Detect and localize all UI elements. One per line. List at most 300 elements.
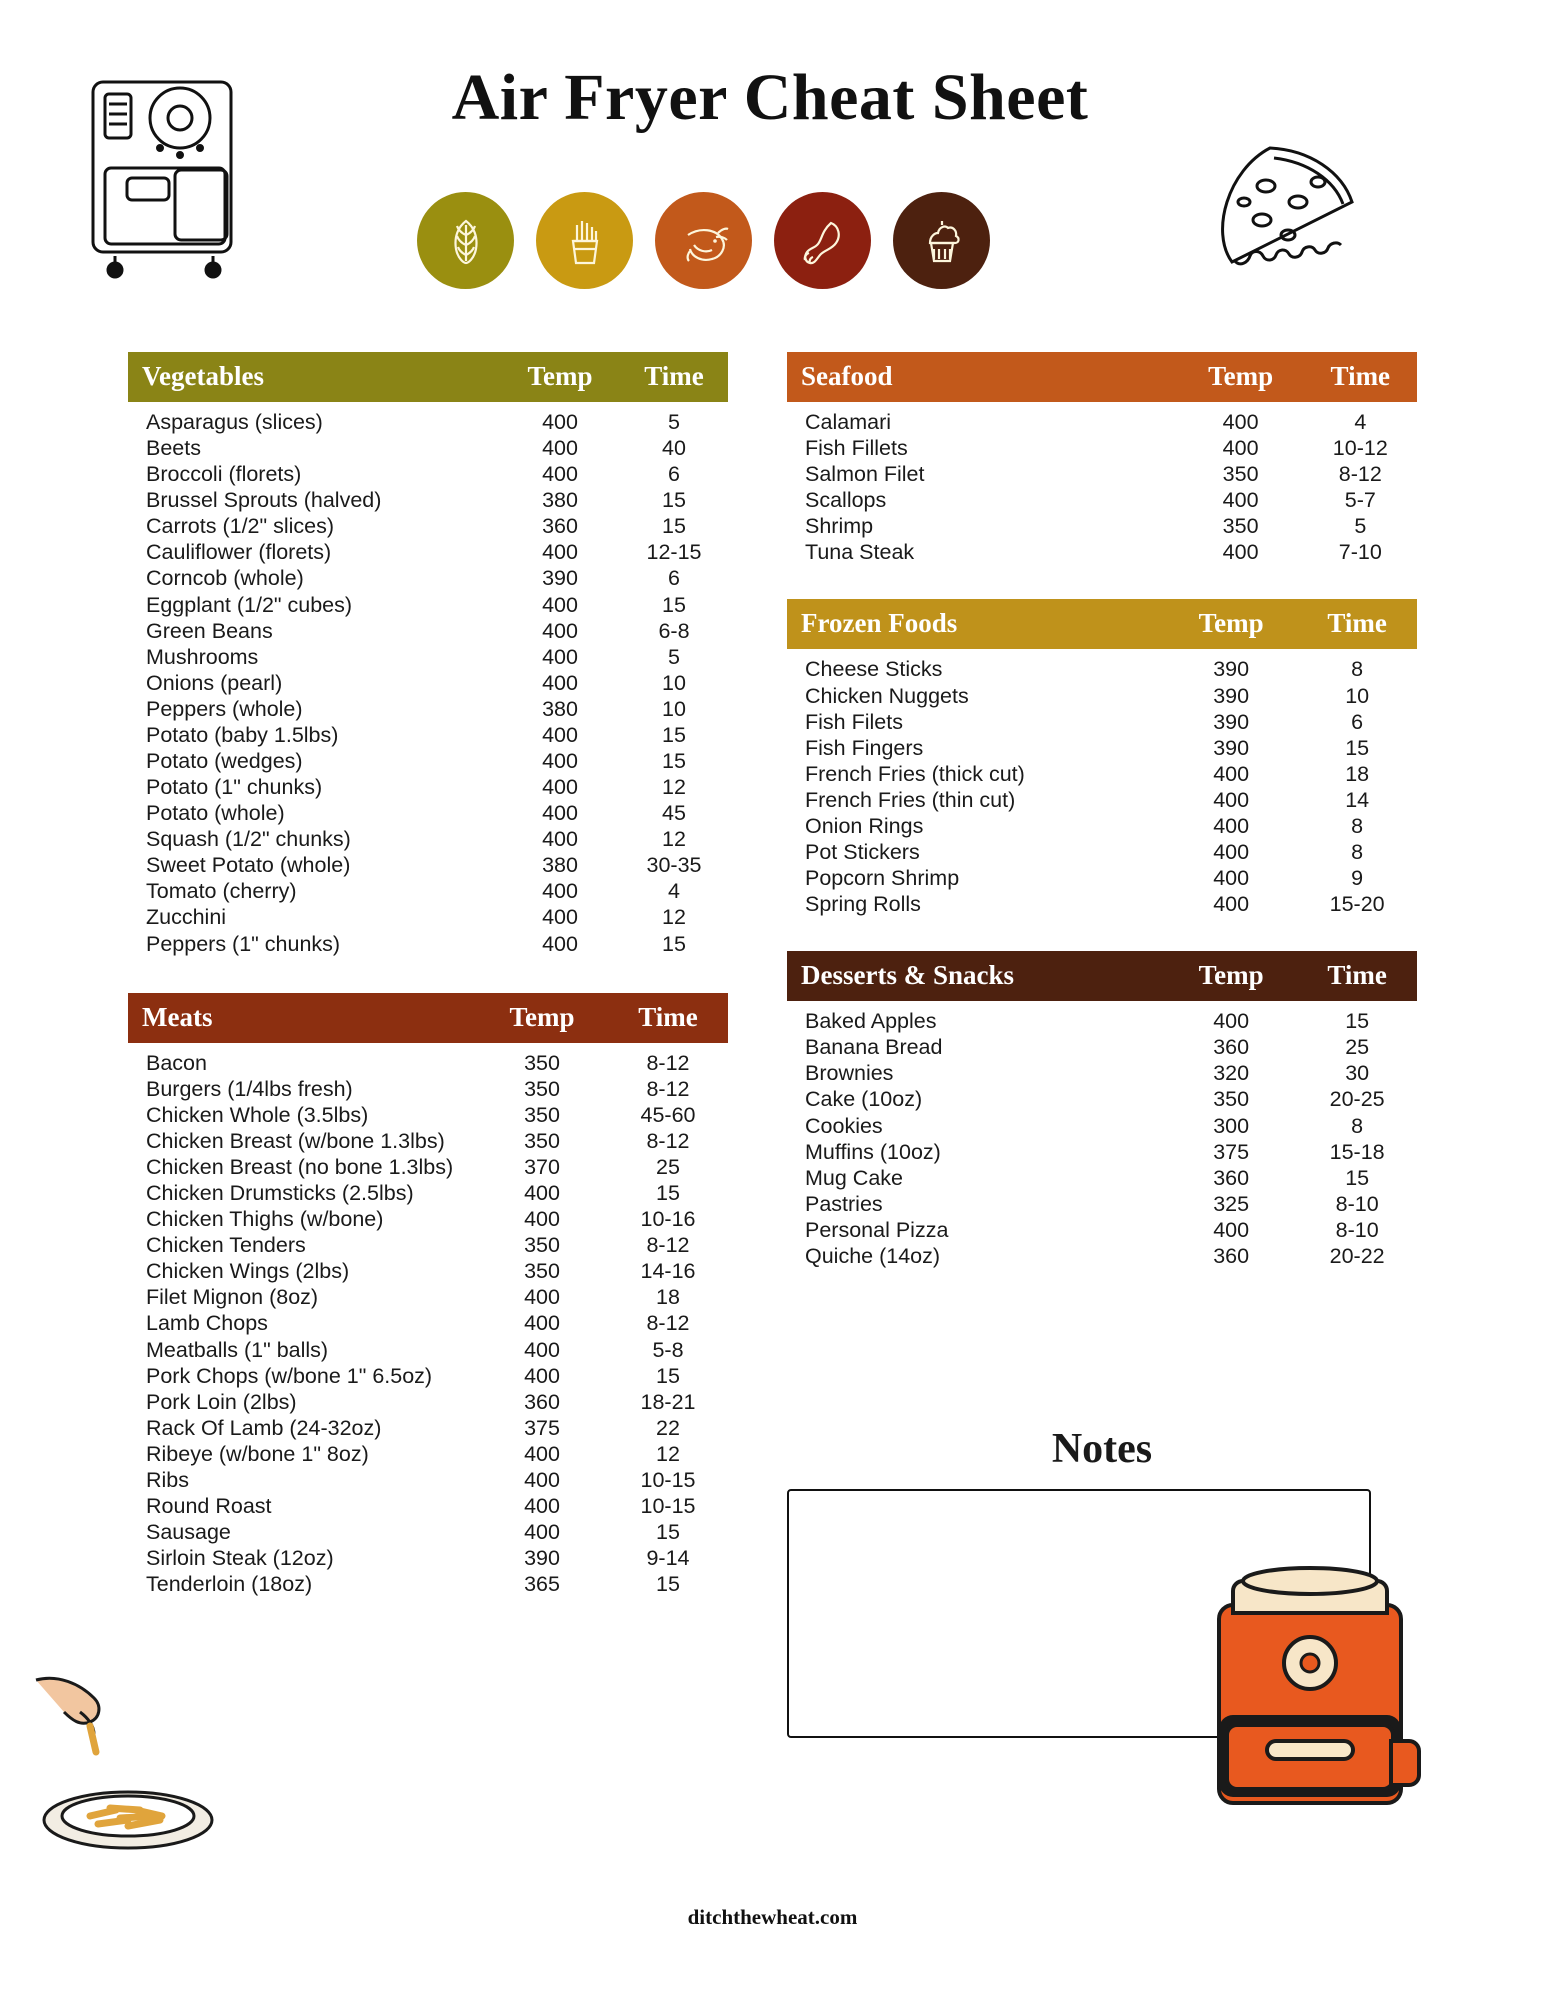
cell-temp: 400 <box>542 827 578 852</box>
notes-title: Notes <box>1051 1426 1153 1472</box>
cell-temp: 350 <box>1213 1087 1250 1112</box>
table-row <box>128 644 728 670</box>
col-header-name: Seafood <box>787 352 1178 402</box>
cell-time: 12-15 <box>646 540 702 565</box>
cell-time: 10-15 <box>640 1467 696 1492</box>
cell-temp: 400 <box>524 1181 560 1206</box>
cell-temp: 325 <box>1213 1191 1250 1216</box>
cell-name: Carrots (1/2" slices) <box>146 514 335 539</box>
cell-time: 8-12 <box>646 1076 690 1101</box>
cell-temp: 400 <box>1213 761 1250 786</box>
cell-time: 15 <box>662 722 686 747</box>
cell-name: Calamari <box>805 410 892 434</box>
cell-name: Chicken Breast (w/bone 1.3lbs) <box>146 1128 445 1153</box>
cell-name: Filet Mignon (8oz) <box>146 1285 319 1310</box>
cell-temp: 350 <box>524 1259 560 1284</box>
table-row <box>128 1493 728 1519</box>
table-row <box>787 1243 1417 1269</box>
cell-time: 8-12 <box>1338 462 1382 487</box>
cell-name: Tuna Steak <box>805 540 915 565</box>
cell-time: 18 <box>656 1285 680 1310</box>
cell-temp: 350 <box>1222 514 1259 539</box>
table-row <box>128 1363 728 1389</box>
cell-name: Fish Fingers <box>805 735 924 760</box>
cell-time: 15 <box>656 1520 680 1545</box>
cell-name: Cheese Sticks <box>805 657 943 682</box>
table-row <box>787 787 1417 813</box>
col-header-temp: Temp <box>1165 951 1297 1001</box>
table-row <box>128 696 728 722</box>
cell-temp: 400 <box>542 879 578 904</box>
cell-name: Pot Stickers <box>805 840 920 865</box>
table-row <box>128 1389 728 1415</box>
cell-time: 45-60 <box>640 1102 696 1127</box>
cell-temp: 400 <box>542 436 578 461</box>
col-header-name: Desserts & Snacks <box>787 951 1165 1001</box>
cell-temp: 390 <box>542 566 578 591</box>
table-row <box>787 761 1417 787</box>
table-row <box>128 748 728 774</box>
table-row <box>787 1165 1417 1191</box>
cell-name: Chicken Drumsticks (2.5lbs) <box>146 1181 414 1206</box>
table-row <box>128 774 728 800</box>
table-row <box>128 1128 728 1154</box>
table-row <box>128 1180 728 1206</box>
cell-name: Potato (whole) <box>146 801 285 826</box>
cell-time: 8-12 <box>646 1050 690 1075</box>
cell-temp: 350 <box>524 1233 560 1258</box>
cell-name: Tomato (cherry) <box>146 879 297 904</box>
cell-time: 8 <box>1351 840 1364 865</box>
table-row <box>787 1113 1417 1139</box>
table-row <box>787 839 1417 865</box>
cell-time: 30 <box>1345 1061 1370 1086</box>
table-row <box>787 1086 1417 1112</box>
col-header-temp: Temp <box>500 352 620 402</box>
cell-name: Asparagus (slices) <box>146 410 323 434</box>
cell-time: 10 <box>662 670 686 695</box>
cell-name: Brownies <box>805 1061 894 1086</box>
col-header-time: Time <box>1297 599 1417 649</box>
cell-temp: 400 <box>524 1337 560 1362</box>
table-row <box>787 402 1417 435</box>
cell-time: 8-10 <box>1335 1217 1379 1242</box>
cell-temp: 350 <box>524 1128 560 1153</box>
orange-air-fryer-illustration <box>1195 1545 1425 1825</box>
table-row <box>128 1206 728 1232</box>
table-vegetables <box>128 352 728 957</box>
cell-time: 30-35 <box>646 853 702 878</box>
table-row <box>787 891 1417 917</box>
cell-temp: 375 <box>524 1415 560 1440</box>
table-row <box>128 1441 728 1467</box>
cell-time: 5 <box>668 410 680 434</box>
table-row <box>128 1519 728 1545</box>
cell-temp: 375 <box>1213 1139 1250 1164</box>
cell-time: 8-12 <box>646 1311 690 1336</box>
cell-temp: 400 <box>1213 787 1250 812</box>
table-row <box>128 1571 728 1597</box>
cell-name: Mushrooms <box>146 644 259 669</box>
cell-name: Bacon <box>146 1050 207 1075</box>
table-row <box>128 565 728 591</box>
cell-temp: 380 <box>542 488 578 513</box>
fries-icon <box>536 192 633 289</box>
table-meats <box>128 993 728 1598</box>
table-row <box>128 487 728 513</box>
cell-time: 15-20 <box>1329 892 1385 917</box>
cell-time: 14 <box>1345 787 1370 812</box>
cell-time: 22 <box>656 1415 680 1440</box>
cell-time: 40 <box>662 436 686 461</box>
cell-time: 12 <box>662 827 686 852</box>
cell-temp: 320 <box>1213 1061 1250 1086</box>
cell-name: Pork Chops (w/bone 1" 6.5oz) <box>146 1363 433 1388</box>
cell-time: 7-10 <box>1338 540 1382 565</box>
table-row <box>787 813 1417 839</box>
cell-temp: 400 <box>542 775 578 800</box>
table-desserts-snacks <box>787 951 1417 1269</box>
table-row <box>128 1076 728 1102</box>
cell-temp: 400 <box>542 905 578 930</box>
cell-name: Fish Fillets <box>805 436 908 461</box>
table-header-row <box>128 993 728 1043</box>
cell-name: Chicken Tenders <box>146 1233 306 1258</box>
cell-name: Chicken Whole (3.5lbs) <box>146 1102 369 1127</box>
cell-temp: 360 <box>524 1389 560 1414</box>
cell-time: 4 <box>668 879 680 904</box>
cell-temp: 400 <box>524 1467 560 1492</box>
lettuce-icon <box>417 192 514 289</box>
cell-temp: 400 <box>542 618 578 643</box>
cell-temp: 400 <box>1213 1009 1250 1034</box>
cell-time: 8 <box>1351 1113 1364 1138</box>
cell-name: Beets <box>146 436 201 461</box>
cell-temp: 400 <box>542 462 578 487</box>
cell-temp: 400 <box>542 931 578 956</box>
hand-with-fries-illustration <box>28 1660 238 1860</box>
col-header-temp: Temp <box>1165 599 1297 649</box>
table-row <box>128 1415 728 1441</box>
cell-temp: 400 <box>542 670 578 695</box>
cell-time: 20-22 <box>1329 1243 1385 1268</box>
cell-name: Potato (1" chunks) <box>146 775 323 800</box>
cell-time: 45 <box>662 801 686 826</box>
cell-time: 12 <box>662 775 686 800</box>
cell-temp: 400 <box>1213 1217 1250 1242</box>
cell-time: 6 <box>668 566 680 591</box>
table-row <box>128 1467 728 1493</box>
cell-name: Chicken Breast (no bone 1.3lbs) <box>146 1154 454 1179</box>
cell-time: 9-14 <box>646 1546 690 1571</box>
cell-time: 20-25 <box>1329 1087 1385 1112</box>
cell-time: 5 <box>668 644 680 669</box>
cell-time: 12 <box>662 905 686 930</box>
cell-time: 15 <box>656 1572 680 1597</box>
cell-temp: 390 <box>1213 735 1250 760</box>
cell-name: Muffins (10oz) <box>805 1139 941 1164</box>
table-row <box>128 1310 728 1336</box>
cell-name: Quiche (14oz) <box>805 1243 941 1268</box>
table-row <box>787 1191 1417 1217</box>
cell-time: 15 <box>662 514 686 539</box>
cell-name: Ribeye (w/bone 1" 8oz) <box>146 1441 369 1466</box>
cell-temp: 400 <box>542 749 578 774</box>
col-header-name: Vegetables <box>128 352 500 402</box>
cell-time: 18 <box>1345 761 1370 786</box>
col-header-name: Frozen Foods <box>787 599 1165 649</box>
cell-temp: 400 <box>542 592 578 617</box>
col-header-time: Time <box>608 993 728 1043</box>
cell-name: Personal Pizza <box>805 1217 949 1242</box>
cell-temp: 390 <box>1213 657 1250 682</box>
cell-time: 6 <box>668 462 680 487</box>
cell-time: 8-12 <box>646 1233 690 1258</box>
cell-temp: 360 <box>542 514 578 539</box>
cell-temp: 350 <box>524 1102 560 1127</box>
cell-temp: 400 <box>542 801 578 826</box>
cell-name: Peppers (1" chunks) <box>146 931 341 956</box>
table-seafood <box>787 352 1417 565</box>
table-header-row <box>787 352 1417 402</box>
cell-name: Fish Filets <box>805 709 903 734</box>
table-header-row <box>787 951 1417 1001</box>
table-row <box>128 402 728 435</box>
cell-temp: 380 <box>542 696 578 721</box>
table-row <box>787 709 1417 735</box>
col-header-temp: Temp <box>1178 352 1304 402</box>
cell-time: 9 <box>1351 866 1364 891</box>
table-row <box>128 1284 728 1310</box>
table-row <box>128 826 728 852</box>
cell-name: Cauliflower (florets) <box>146 540 332 565</box>
cell-name: Eggplant (1/2" cubes) <box>146 592 353 617</box>
cell-temp: 350 <box>524 1076 560 1101</box>
cell-temp: 360 <box>1213 1243 1250 1268</box>
table-row <box>128 1154 728 1180</box>
footer-source: ditchthewheat.com <box>687 1905 858 1929</box>
page-title: Air Fryer Cheat Sheet <box>451 61 1089 134</box>
table-row <box>128 592 728 618</box>
table-row <box>787 683 1417 709</box>
cell-name: Peppers (whole) <box>146 696 303 721</box>
cell-name: Tenderloin (18oz) <box>146 1572 313 1597</box>
cell-name: Scallops <box>805 488 887 513</box>
cell-time: 15-18 <box>1329 1139 1385 1164</box>
cell-time: 10-16 <box>640 1207 696 1232</box>
food-icon-row <box>417 192 990 289</box>
cell-name: Chicken Thighs (w/bone) <box>146 1207 384 1232</box>
cell-time: 15 <box>656 1181 680 1206</box>
cell-name: Onion Rings <box>805 813 924 838</box>
col-header-temp: Temp <box>476 993 608 1043</box>
table-row <box>128 670 728 696</box>
cell-name: Spring Rolls <box>805 892 921 917</box>
cell-time: 5-7 <box>1344 488 1376 513</box>
cell-name: Sweet Potato (whole) <box>146 853 351 878</box>
cell-time: 6-8 <box>658 618 690 643</box>
right-column <box>787 352 1417 1303</box>
cell-time: 25 <box>1345 1035 1370 1060</box>
cell-name: Baked Apples <box>805 1009 937 1034</box>
table-row <box>128 931 728 957</box>
cell-time: 5-8 <box>652 1337 684 1362</box>
table-row <box>128 539 728 565</box>
table-row <box>128 878 728 904</box>
cell-name: Burgers (1/4lbs fresh) <box>146 1076 353 1101</box>
cell-name: Lamb Chops <box>146 1311 268 1336</box>
cell-temp: 360 <box>1213 1035 1250 1060</box>
cell-name: Chicken Wings (2lbs) <box>146 1259 350 1284</box>
table-row <box>787 865 1417 891</box>
cell-name: French Fries (thick cut) <box>805 761 1025 786</box>
col-header-time: Time <box>1304 352 1417 402</box>
table-frozen-foods <box>787 599 1417 917</box>
cell-name: Rack Of Lamb (24-32oz) <box>146 1415 382 1440</box>
cell-temp: 390 <box>1213 683 1250 708</box>
table-row <box>128 513 728 539</box>
col-header-name: Meats <box>128 993 476 1043</box>
cell-name: Popcorn Shrimp <box>805 866 960 891</box>
cell-time: 15 <box>656 1363 680 1388</box>
cell-name: Banana Bread <box>805 1035 943 1060</box>
cell-name: Chicken Nuggets <box>805 683 969 708</box>
table-row <box>128 435 728 461</box>
cell-time: 14-16 <box>640 1259 696 1284</box>
table-row <box>787 539 1417 565</box>
table-row <box>128 1337 728 1363</box>
cell-temp: 400 <box>1213 813 1250 838</box>
cell-time: 15 <box>662 931 686 956</box>
page-header <box>0 0 1545 290</box>
table-row <box>128 1545 728 1571</box>
cell-temp: 300 <box>1213 1113 1250 1138</box>
cell-name: Potato (baby 1.5lbs) <box>146 722 339 747</box>
cell-time: 5 <box>1354 514 1367 539</box>
pizza-slice-icon <box>1170 140 1360 275</box>
cell-time: 15 <box>662 592 686 617</box>
cell-name: Corncob (whole) <box>146 566 304 591</box>
table-row <box>128 1258 728 1284</box>
cell-name: Squash (1/2" chunks) <box>146 827 351 852</box>
cell-name: French Fries (thin cut) <box>805 787 1016 812</box>
cell-time: 10-12 <box>1332 436 1388 461</box>
drumstick-icon <box>774 192 871 289</box>
cell-name: Pork Loin (2lbs) <box>146 1389 297 1414</box>
cell-temp: 380 <box>542 853 578 878</box>
cell-name: Meatballs (1" balls) <box>146 1337 329 1362</box>
table-row <box>787 487 1417 513</box>
cell-time: 10 <box>1345 683 1370 708</box>
cell-time: 15 <box>1345 1009 1370 1034</box>
cell-time: 15 <box>1345 1165 1370 1190</box>
table-row <box>787 1001 1417 1034</box>
cell-time: 8 <box>1351 813 1364 838</box>
cell-time: 15 <box>662 749 686 774</box>
table-header-row <box>787 599 1417 649</box>
table-row <box>787 1034 1417 1060</box>
cell-temp: 400 <box>542 722 578 747</box>
cell-time: 6 <box>1351 709 1364 734</box>
table-row <box>787 461 1417 487</box>
air-fryer-line-icon <box>85 60 255 280</box>
cell-temp: 350 <box>1222 462 1259 487</box>
cell-time: 4 <box>1354 410 1367 434</box>
cell-temp: 365 <box>524 1572 560 1597</box>
cell-temp: 400 <box>542 410 578 434</box>
cell-temp: 390 <box>524 1546 560 1571</box>
cell-name: Pastries <box>805 1191 883 1216</box>
cell-temp: 390 <box>1213 709 1250 734</box>
cell-time: 12 <box>656 1441 680 1466</box>
table-row <box>128 461 728 487</box>
table-row <box>787 1139 1417 1165</box>
cell-temp: 400 <box>1213 866 1250 891</box>
cell-time: 8 <box>1351 657 1364 682</box>
cell-temp: 400 <box>524 1520 560 1545</box>
left-column <box>128 352 728 1631</box>
table-row <box>128 904 728 930</box>
cell-name: Cookies <box>805 1113 883 1138</box>
cell-time: 8-10 <box>1335 1191 1379 1216</box>
cupcake-icon <box>893 192 990 289</box>
cell-temp: 400 <box>1222 488 1259 513</box>
cell-name: Sausage <box>146 1520 231 1545</box>
cell-temp: 400 <box>524 1441 560 1466</box>
table-row <box>787 513 1417 539</box>
cell-name: Brussel Sprouts (halved) <box>146 488 382 513</box>
cell-temp: 400 <box>524 1207 560 1232</box>
cell-temp: 400 <box>524 1311 560 1336</box>
cell-name: Potato (wedges) <box>146 749 303 774</box>
cell-time: 25 <box>656 1154 680 1179</box>
shrimp-icon <box>655 192 752 289</box>
cell-name: Shrimp <box>805 514 874 539</box>
table-row <box>128 722 728 748</box>
cell-temp: 400 <box>524 1493 560 1518</box>
cell-temp: 400 <box>1213 840 1250 865</box>
cell-temp: 370 <box>524 1154 560 1179</box>
cell-time: 8-12 <box>646 1128 690 1153</box>
col-header-time: Time <box>620 352 728 402</box>
cell-time: 15 <box>662 488 686 513</box>
cell-temp: 400 <box>1222 436 1259 461</box>
table-row <box>128 1232 728 1258</box>
cell-name: Zucchini <box>146 905 227 930</box>
cell-temp: 400 <box>524 1363 560 1388</box>
cell-temp: 400 <box>524 1285 560 1310</box>
cell-name: Round Roast <box>146 1493 272 1518</box>
cell-temp: 350 <box>524 1050 560 1075</box>
cell-time: 15 <box>1345 735 1370 760</box>
cell-time: 10 <box>662 696 686 721</box>
cell-temp: 400 <box>542 644 578 669</box>
cell-name: Cake (10oz) <box>805 1087 923 1112</box>
table-row <box>128 1043 728 1076</box>
cell-temp: 400 <box>542 540 578 565</box>
table-row <box>128 852 728 878</box>
cell-time: 18-21 <box>640 1389 696 1414</box>
col-header-time: Time <box>1297 951 1417 1001</box>
cell-temp: 400 <box>1222 540 1259 565</box>
table-row <box>128 1102 728 1128</box>
table-row <box>787 1217 1417 1243</box>
cell-temp: 360 <box>1213 1165 1250 1190</box>
table-header-row <box>128 352 728 402</box>
cell-temp: 400 <box>1222 410 1259 434</box>
cell-name: Sirloin Steak (12oz) <box>146 1546 334 1571</box>
cell-name: Mug Cake <box>805 1165 903 1190</box>
